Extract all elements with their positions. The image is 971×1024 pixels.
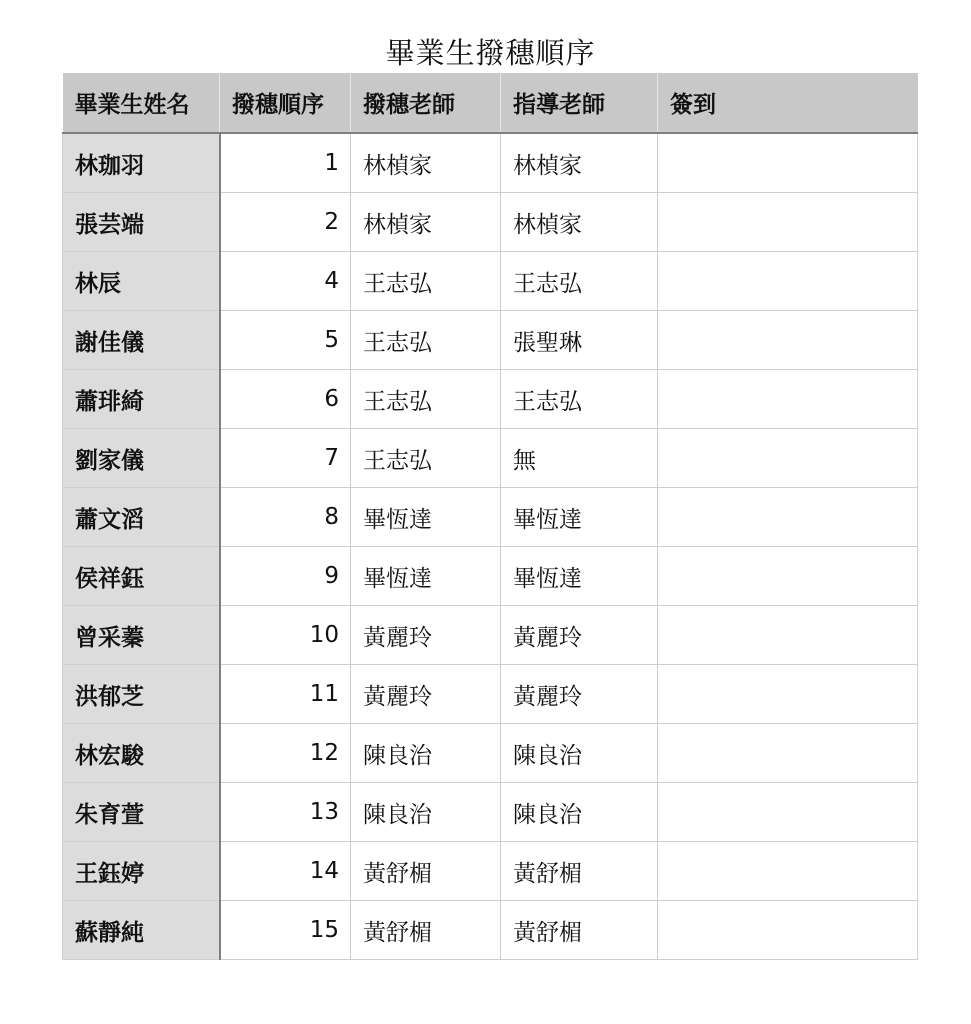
advisor-cell: 王志弘	[501, 370, 658, 429]
tassel-order-cell: 5	[220, 311, 351, 370]
sign-in-cell[interactable]	[658, 370, 918, 429]
sign-in-cell[interactable]	[658, 901, 918, 960]
table-row	[63, 842, 918, 901]
tassel-teacher-cell: 黃舒楣	[351, 901, 501, 960]
advisor-cell: 黃舒楣	[501, 901, 658, 960]
tassel-order-cell: 4	[220, 252, 351, 311]
sign-in-cell[interactable]	[658, 547, 918, 606]
graduate-name-cell: 林宏駿	[63, 724, 220, 783]
advisor-cell: 畢恆達	[501, 547, 658, 606]
sign-in-cell[interactable]	[658, 252, 918, 311]
tassel-order-cell: 15	[220, 901, 351, 960]
advisor-cell: 陳良治	[501, 783, 658, 842]
tassel-teacher-cell: 黃舒楣	[351, 842, 501, 901]
table-row	[63, 311, 918, 370]
graduate-name-cell: 洪郁芝	[63, 665, 220, 724]
graduate-tassel-order-table	[62, 73, 918, 960]
tassel-teacher-cell: 王志弘	[351, 429, 501, 488]
tassel-order-cell: 13	[220, 783, 351, 842]
graduate-name-cell: 林珈羽	[63, 133, 220, 193]
graduate-name-cell: 謝佳儀	[63, 311, 220, 370]
tassel-teacher-cell: 王志弘	[351, 311, 501, 370]
header-sign: 簽到	[658, 73, 918, 133]
tassel-order-cell: 12	[220, 724, 351, 783]
table-body	[63, 133, 918, 960]
table-row	[63, 783, 918, 842]
graduate-name-cell: 侯祥鈺	[63, 547, 220, 606]
tassel-teacher-cell: 林楨家	[351, 133, 501, 193]
advisor-cell: 黃麗玲	[501, 606, 658, 665]
table-row	[63, 901, 918, 960]
sign-in-cell[interactable]	[658, 724, 918, 783]
table-row	[63, 133, 918, 193]
tassel-order-cell: 7	[220, 429, 351, 488]
tassel-order-cell: 11	[220, 665, 351, 724]
page-title: 畢業生撥穗順序	[385, 36, 596, 71]
sign-in-cell[interactable]	[658, 488, 918, 547]
tassel-order-cell: 2	[220, 193, 351, 252]
tassel-teacher-cell: 林楨家	[351, 193, 501, 252]
table-row	[63, 193, 918, 252]
sign-in-cell[interactable]	[658, 311, 918, 370]
graduate-name-cell: 朱育萱	[63, 783, 220, 842]
table-row	[63, 547, 918, 606]
table-header	[63, 73, 918, 133]
graduate-name-cell: 蘇靜純	[63, 901, 220, 960]
header-name: 畢業生姓名	[63, 73, 220, 133]
tassel-teacher-cell: 黃麗玲	[351, 665, 501, 724]
sign-in-cell[interactable]	[658, 193, 918, 252]
table-row	[63, 252, 918, 311]
table-row	[63, 429, 918, 488]
graduate-name-cell: 蕭文滔	[63, 488, 220, 547]
advisor-cell: 張聖琳	[501, 311, 658, 370]
advisor-cell: 王志弘	[501, 252, 658, 311]
sign-in-cell[interactable]	[658, 665, 918, 724]
advisor-cell: 林楨家	[501, 193, 658, 252]
advisor-cell: 陳良治	[501, 724, 658, 783]
tassel-order-cell: 8	[220, 488, 351, 547]
tassel-order-cell: 10	[220, 606, 351, 665]
tassel-teacher-cell: 王志弘	[351, 370, 501, 429]
graduate-name-cell: 王鈺婷	[63, 842, 220, 901]
advisor-cell: 黃麗玲	[501, 665, 658, 724]
table-row	[63, 488, 918, 547]
header-row	[63, 73, 918, 133]
graduate-name-cell: 張芸端	[63, 193, 220, 252]
graduate-name-cell: 蕭琲綺	[63, 370, 220, 429]
tassel-order-cell: 1	[220, 133, 351, 193]
tassel-teacher-cell: 陳良治	[351, 724, 501, 783]
table-row	[63, 724, 918, 783]
tassel-order-cell: 6	[220, 370, 351, 429]
sign-in-cell[interactable]	[658, 133, 918, 193]
tassel-teacher-cell: 陳良治	[351, 783, 501, 842]
tassel-teacher-cell: 黃麗玲	[351, 606, 501, 665]
table-row	[63, 665, 918, 724]
sign-in-cell[interactable]	[658, 606, 918, 665]
advisor-cell: 林楨家	[501, 133, 658, 193]
table-row	[63, 370, 918, 429]
advisor-cell: 無	[501, 429, 658, 488]
header-advisor: 指導老師	[501, 73, 658, 133]
header-order: 撥穗順序	[220, 73, 351, 133]
graduate-name-cell: 劉家儀	[63, 429, 220, 488]
sign-in-cell[interactable]	[658, 842, 918, 901]
tassel-order-cell: 14	[220, 842, 351, 901]
tassel-teacher-cell: 王志弘	[351, 252, 501, 311]
sign-in-cell[interactable]	[658, 783, 918, 842]
table-row	[63, 606, 918, 665]
tassel-order-cell: 9	[220, 547, 351, 606]
advisor-cell: 畢恆達	[501, 488, 658, 547]
graduate-name-cell: 林辰	[63, 252, 220, 311]
sign-in-cell[interactable]	[658, 429, 918, 488]
header-teacher: 撥穗老師	[351, 73, 501, 133]
graduate-name-cell: 曾采蓁	[63, 606, 220, 665]
tassel-teacher-cell: 畢恆達	[351, 488, 501, 547]
advisor-cell: 黃舒楣	[501, 842, 658, 901]
tassel-teacher-cell: 畢恆達	[351, 547, 501, 606]
